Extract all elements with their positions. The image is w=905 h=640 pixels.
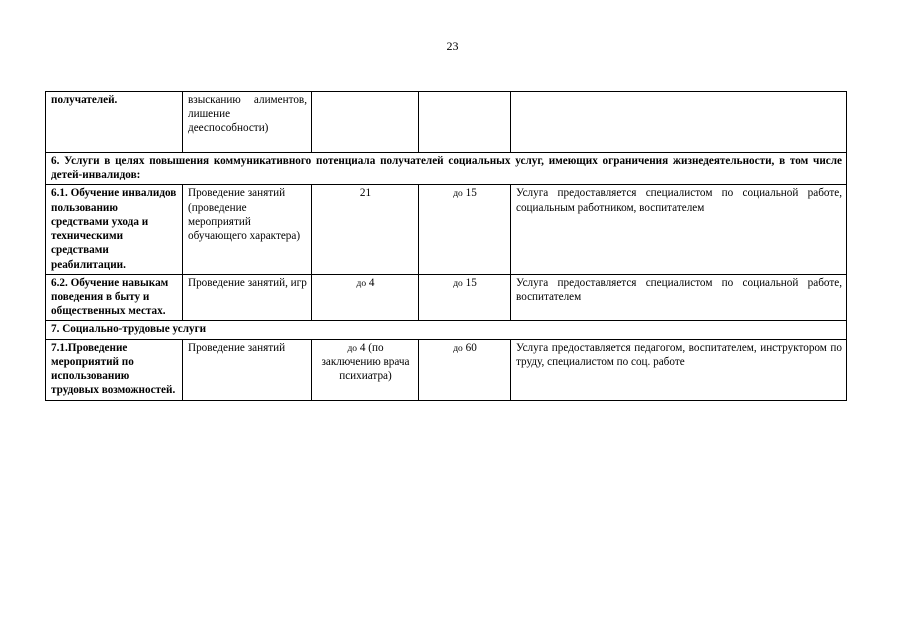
- term-value: 15: [465, 276, 477, 289]
- volume-value: 4 (по заключению врача психиатра): [321, 341, 410, 383]
- service-conditions-cell: Услуга предоставляется педагогом, воспитателем, инструктором по труду, специалистом по соц. работе: [511, 339, 847, 400]
- table-row: [46, 92, 847, 153]
- section-title: 6. Услуги в целях повышения коммуникативного потенциала получателей социальных услуг, имеющих ограничения жизнедеятельности, в том числе детей-инвалидов:: [46, 153, 847, 185]
- service-content-cell: Проведение занятий: [183, 339, 312, 400]
- term-value: 15: [465, 187, 477, 200]
- volume-prefix: до: [347, 343, 358, 354]
- services-table: [45, 91, 847, 401]
- volume-prefix: до: [356, 278, 367, 289]
- service-name-cell: 6.1. Обучение инвалидов пользованию средствами ухода и техническими средствами реабилитации.: [46, 185, 183, 274]
- term-value: 60: [465, 341, 477, 354]
- service-name-cell: 6.2. Обучение навыкам поведения в быту и общественных местах.: [46, 274, 183, 321]
- term-prefix: до: [453, 278, 463, 289]
- service-name-cell: получателей.: [46, 92, 183, 153]
- service-name-cell: 7.1.Проведение мероприятий по использованию трудовых возможностей.: [46, 339, 183, 400]
- service-content-cell: Проведение занятий, игр: [183, 274, 312, 321]
- page-number: 23: [446, 39, 459, 53]
- service-term-cell: [419, 185, 511, 274]
- service-term-cell: [419, 274, 511, 321]
- section-row: [46, 321, 847, 339]
- service-conditions-cell: Услуга предоставляется специалистом по социальной работе, социальным работником, воспитателем: [511, 185, 847, 274]
- service-content-cell: взысканию алиментов, лишение дееспособности): [183, 92, 312, 153]
- service-term-cell: [419, 92, 511, 153]
- service-volume-cell: [312, 339, 419, 400]
- table-row: [46, 185, 847, 274]
- service-volume-cell: 21: [312, 185, 419, 274]
- service-volume-cell: [312, 274, 419, 321]
- section-title: 7. Социально-трудовые услуги: [46, 321, 847, 339]
- service-term-cell: [419, 339, 511, 400]
- term-prefix: до: [453, 343, 463, 354]
- section-row: [46, 153, 847, 185]
- service-content-cell: Проведение занятий (проведение мероприятий обучающего характера): [183, 185, 312, 274]
- volume-value: 4: [368, 276, 375, 289]
- service-volume-cell: [312, 92, 419, 153]
- term-prefix: до: [453, 189, 463, 200]
- service-conditions-cell: Услуга предоставляется специалистом по социальной работе, воспитателем: [511, 274, 847, 321]
- table-row: [46, 339, 847, 400]
- service-conditions-cell: [511, 92, 847, 153]
- table-row: [46, 274, 847, 321]
